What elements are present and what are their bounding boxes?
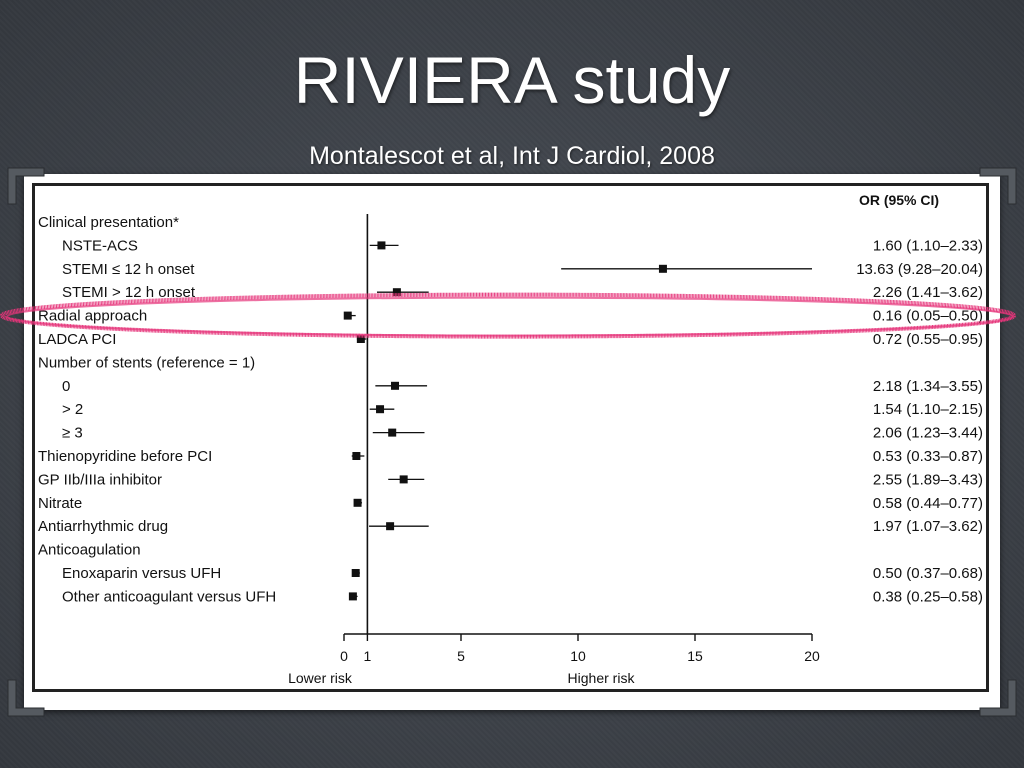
or-value-label: 0.38 (0.25–0.58) <box>872 588 983 606</box>
or-point-marker <box>349 592 357 600</box>
or-point-marker <box>376 405 384 413</box>
or-point-marker <box>352 452 360 460</box>
row-label: Enoxaparin versus UFH <box>62 565 222 582</box>
x-tick-label: 5 <box>457 648 465 664</box>
x-tick-label: 0 <box>340 648 348 664</box>
or-value-label: 1.97 (1.07–3.62) <box>872 518 983 536</box>
row-label: LADCA PCI <box>38 331 117 348</box>
highlight-ellipse-stroke <box>7 298 1013 336</box>
or-point-marker <box>388 429 396 437</box>
or-point-marker <box>659 265 667 273</box>
row-label: Clinical presentation* <box>38 214 179 231</box>
or-point-marker <box>400 475 408 483</box>
or-value-label: 13.63 (9.28–20.04) <box>856 260 983 278</box>
x-tick-label: 1 <box>363 648 372 664</box>
row-label: Number of stents (reference = 1) <box>38 354 256 372</box>
row-label: Radial approach <box>38 307 148 325</box>
or-value-label: 1.54 (1.10–2.15) <box>872 401 983 419</box>
or-value-label: 0.16 (0.05–0.50) <box>872 307 983 325</box>
row-label: GP IIb/IIIa inhibitor <box>38 471 162 489</box>
or-value-label: 2.18 (1.34–3.55) <box>872 377 983 395</box>
x-tick-label: 10 <box>570 648 586 664</box>
row-label: Nitrate <box>38 494 83 512</box>
row-label: ≥ 3 <box>62 424 83 442</box>
row-label: STEMI ≤ 12 h onset <box>62 260 195 278</box>
or-value-label: 0.58 (0.44–0.77) <box>872 494 983 512</box>
or-point-marker <box>352 569 360 577</box>
row-label: NSTE-ACS <box>62 237 138 255</box>
slide-subtitle: Montalescot et al, Int J Cardiol, 2008 <box>309 142 715 170</box>
slide-title: RIVIERA study <box>293 43 731 117</box>
x-tick-label: 20 <box>804 648 820 664</box>
or-point-marker <box>354 499 362 507</box>
row-label: Other anticoagulant versus UFH <box>62 588 277 606</box>
or-column-header: OR (95% CI) <box>858 192 940 208</box>
or-value-label: 1.60 (1.10–2.33) <box>872 237 983 255</box>
x-tick-label: 15 <box>687 648 703 664</box>
or-value-label: 0.72 (0.55–0.95) <box>872 331 983 348</box>
row-label: Antiarrhythmic drug <box>38 518 169 536</box>
or-point-marker <box>344 312 352 320</box>
x-label-higher-risk: Higher risk <box>567 670 635 686</box>
row-label: > 2 <box>62 401 84 419</box>
or-point-marker <box>377 241 385 249</box>
or-point-marker <box>391 382 399 390</box>
or-value-label: 0.53 (0.33–0.87) <box>872 448 983 465</box>
or-point-marker <box>386 522 394 530</box>
or-value-label: 2.06 (1.23–3.44) <box>872 424 983 442</box>
x-label-lower-risk: Lower risk <box>288 670 352 686</box>
or-value-label: 0.50 (0.37–0.68) <box>872 565 983 582</box>
row-label: STEMI > 12 h onset <box>62 284 195 302</box>
row-label: 0 <box>62 377 71 395</box>
row-label: Anticoagulation <box>38 541 141 559</box>
or-value-label: 2.55 (1.89–3.43) <box>872 471 983 489</box>
row-label: Thienopyridine before PCI <box>38 448 213 465</box>
or-value-label: 2.26 (1.41–3.62) <box>872 284 983 302</box>
